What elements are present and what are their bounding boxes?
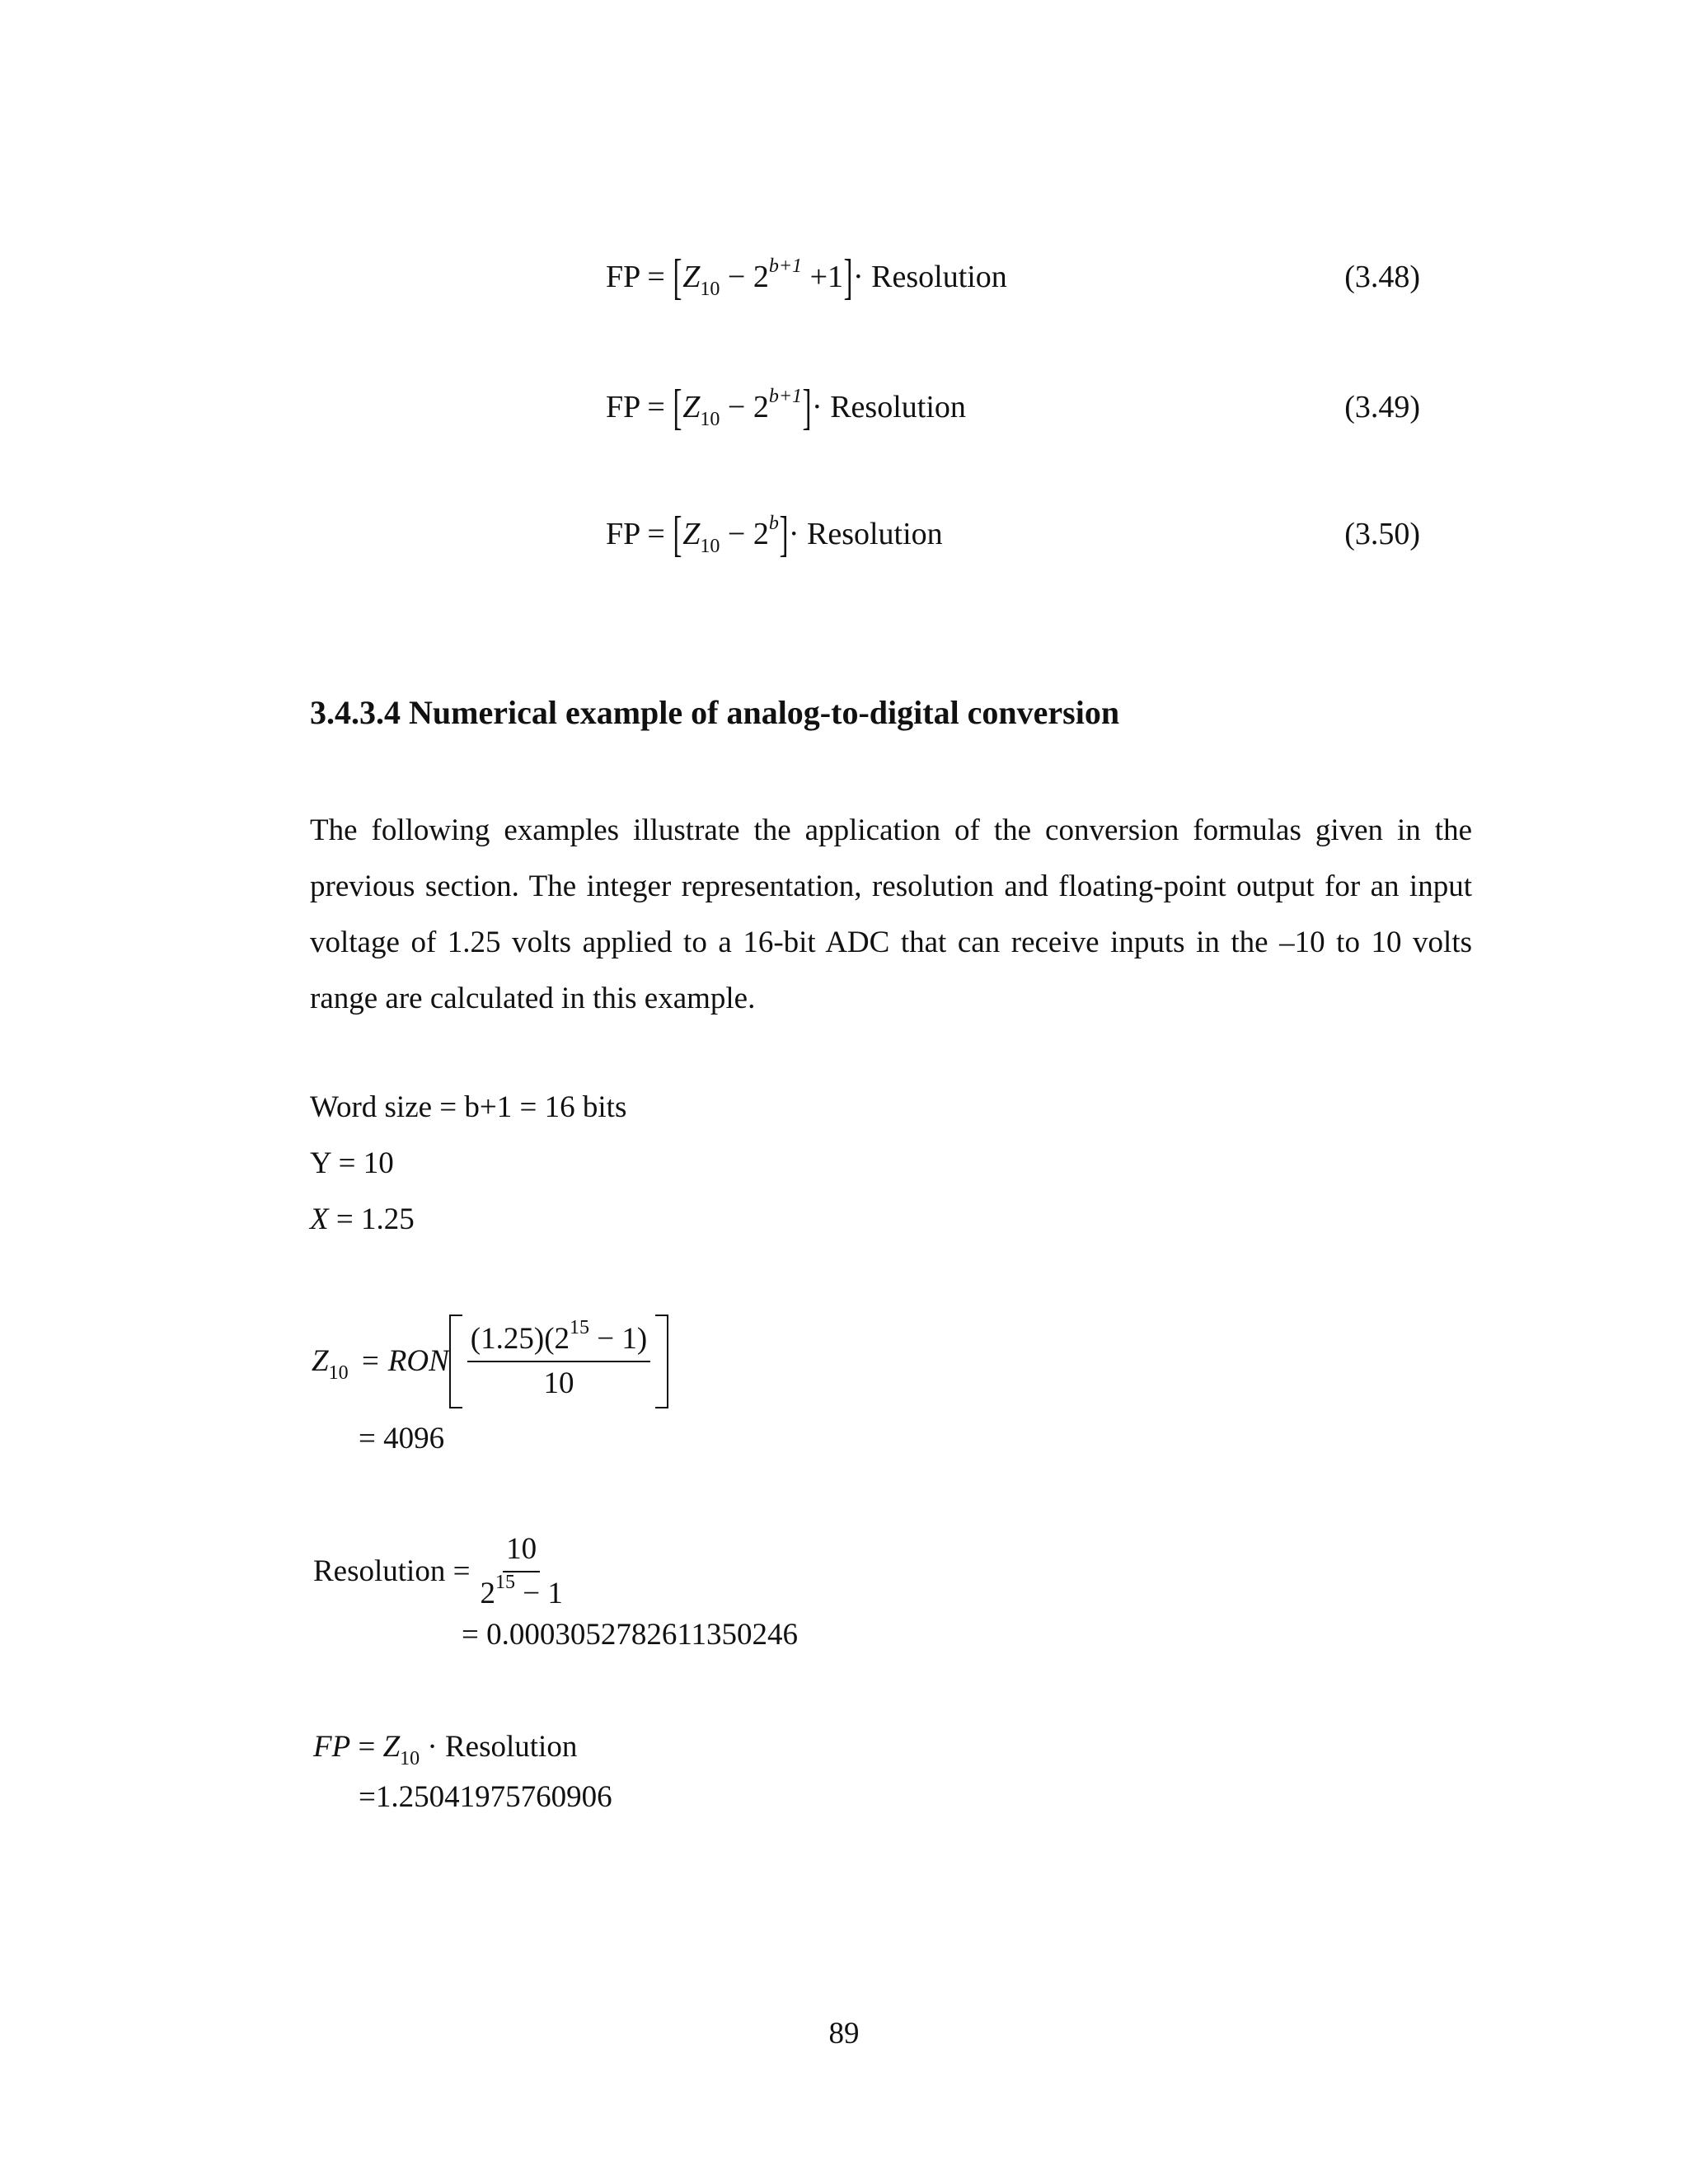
left-bracket (449, 1315, 462, 1408)
word-size-line: Word size = b+1 = 16 bits (310, 1090, 627, 1124)
resolution-fraction: $\frac{10}{2^{15} - 1}$ (480, 1532, 563, 1610)
resolution-result: = 0.0003052782611350246 (462, 1618, 798, 1652)
z10-fraction: $\frac{(1.25)(2^{15} - 1)}{10}$ (467, 1321, 650, 1402)
body-paragraph: The following examples illustrate the application of the conversion formulas given in the previous section. The integer representation, resolution and floating-point output for an input voltage of 1.25 volts applied to a 16-bit ADC that can receive inputs in the –10 to 10 volts range are calculated in this example. (310, 813, 1472, 1015)
right-bracket (655, 1315, 668, 1408)
x-value-line: X = 1.25 (310, 1202, 415, 1236)
page-number: 89 (828, 2017, 860, 2050)
section-heading: 3.4.3.4 Numerical example of analog-to-digital conversion (310, 694, 1120, 731)
equation-3-50: FP = $[Z_{10} - 2^b]\cdot$ Resolution (606, 507, 943, 561)
y-value-line: Y = 10 (310, 1146, 394, 1180)
resolution-equation: Resolution = $\frac{10}{2^{15} - 1}$ (313, 1532, 563, 1610)
equation-number-3-50: (3.50) (1344, 517, 1420, 551)
fp-equation: FP = $Z_{10}$ · Resolution (313, 1730, 578, 1769)
fp-result: =1.25041975760906 (359, 1780, 612, 1814)
z10-result: = 4096 (359, 1422, 445, 1455)
equation-3-49: FP = $[Z_{10} - 2^{b+1}]\cdot$ Resolution (606, 380, 966, 434)
equation-3-48: FP = $[Z_{10} - 2^{b+1} +1]\cdot$ Resolution (606, 250, 1007, 304)
z10-equation: $Z_{10}$ = RON $\frac{(1.25)(2^{15} - 1)}{10}$ (312, 1315, 668, 1408)
equation-number-3-49: (3.49) (1344, 390, 1420, 424)
equation-number-3-48: (3.48) (1344, 260, 1420, 294)
